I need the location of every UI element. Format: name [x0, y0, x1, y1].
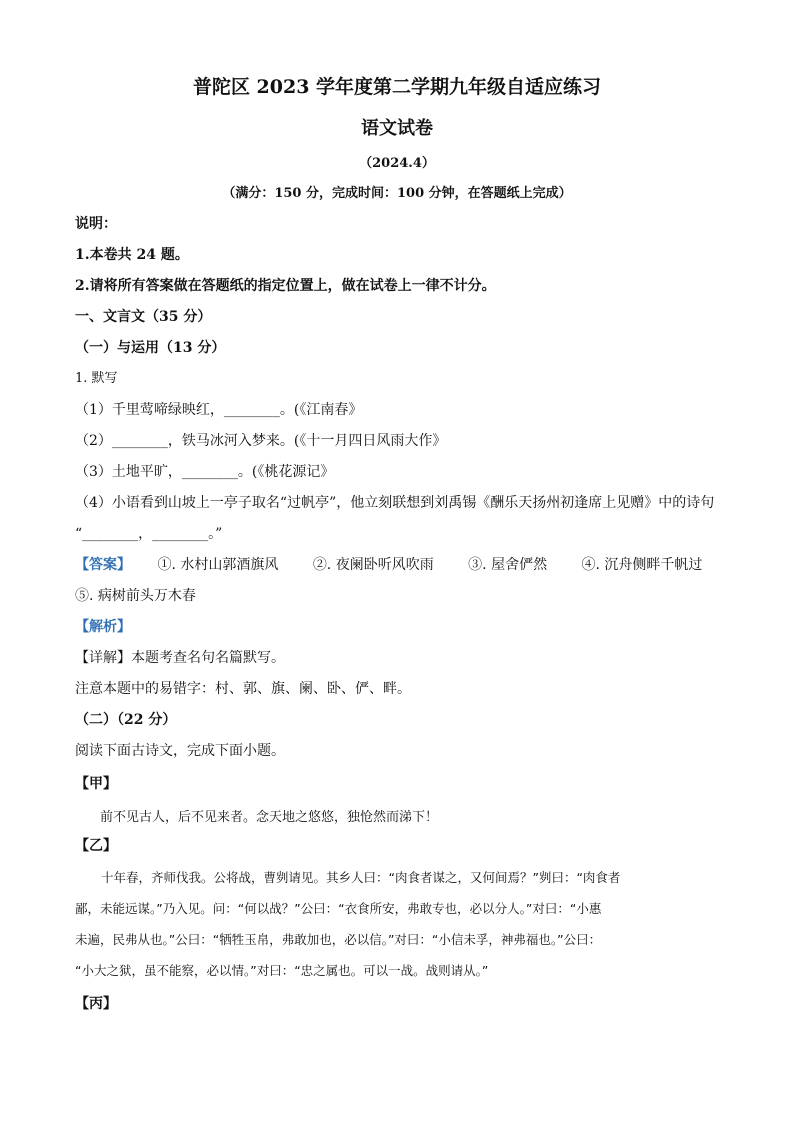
answer-5: ⑤. 病树前头万木春: [75, 588, 196, 604]
yi-label: 【乙】: [75, 838, 117, 854]
bing-label: 【丙】: [75, 996, 117, 1012]
subject-title: 语文试卷: [361, 118, 433, 139]
exam-title: 普陀区 2023 学年度第二学期九年级自适应练习: [192, 76, 602, 98]
yi-line-1: 十年春，齐师伐我。公将战，曹刿请见。其乡人曰：“肉食者谋之，又何间焉？”刿曰：“肉食者: [101, 870, 621, 885]
question-1-2: （2）________，铁马冰河入梦来。(《十一月四日风雨大作》: [75, 433, 447, 449]
answer-2: ②. 夜阑卧听风吹雨: [312, 557, 434, 573]
yi-line-4: “小大之狱，虽不能察，必以情。”对曰：“忠之属也。可以一战。战则请从。”: [75, 963, 489, 978]
question-1-1: （1）千里莺啼绿映红，________。(《江南春》: [75, 402, 363, 418]
question-1-4b: “________，________。”: [75, 526, 223, 542]
note-item-2: 2.请将所有答案做在答题纸的指定位置上，做在试卷上一律不计分。: [75, 278, 496, 294]
note-item-1: 1.本卷共 24 题。: [75, 247, 189, 263]
part2-title: （二）（22 分）: [75, 712, 177, 728]
question-1-title: 1. 默写: [75, 371, 118, 386]
jia-label: 【甲】: [75, 776, 117, 792]
answer-1: ①. 水村山郭酒旗风: [157, 557, 279, 573]
part1-title: （一）与运用（13 分）: [75, 340, 226, 356]
answer-row: [75, 555, 725, 575]
exam-date: （2024.4）: [359, 156, 435, 171]
answer-4: ④. 沉舟侧畔千帆过: [581, 557, 703, 573]
detail-text: 【详解】本题考查名句名篇默写。: [75, 650, 285, 666]
answer-3: ③. 屋舍俨然: [468, 557, 548, 573]
note-text: 注意本题中的易错字：村、郭、旗、阑、卧、俨、畔。: [75, 681, 411, 697]
yi-line-3: 未遍，民弗从也。”公曰：“牺牲玉帛，弗敢加也，必以信。”对曰：“小信未孚，神弗福也。”公曰：: [75, 932, 602, 947]
yi-line-2: 鄙，未能远谋。”乃入见。问：“何以战？”公曰：“衣食所安，弗敢专也，必以分人。”对曰：“小惠: [75, 901, 602, 916]
question-1-4a: （4）小语看到山坡上一亭子取名“过帆亭”，他立刻联想到刘禹锡《酬乐天扬州初逢席上见赠》中的诗句: [75, 495, 715, 511]
section-title: 一、文言文（35 分）: [75, 309, 212, 325]
reading-instruction: 阅读下面古诗文，完成下面小题。: [75, 743, 285, 759]
exam-info: （满分：150 分，完成时间：100 分钟，在答题纸上完成）: [222, 186, 572, 201]
analysis-label: 【解析】: [75, 619, 131, 635]
answer-label: 【答案】: [75, 557, 131, 573]
question-1-3: （3）土地平旷，________。(《桃花源记》: [75, 464, 335, 480]
jia-text: 前不见古人，后不见来者。念天地之悠悠，独怆然而涕下！: [100, 810, 439, 825]
notes-label: 说明：: [75, 216, 117, 232]
